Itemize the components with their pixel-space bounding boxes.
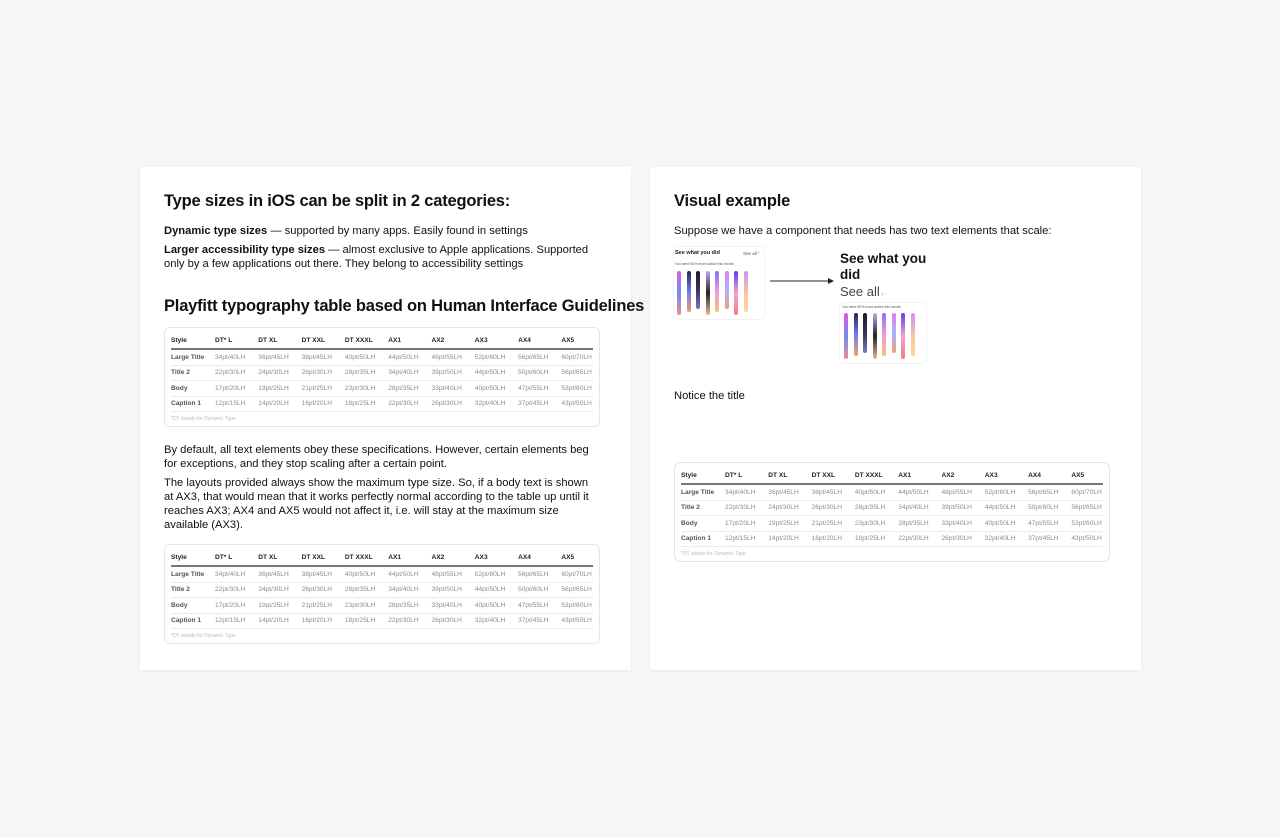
table-cell: 14pt/20LH xyxy=(768,535,799,543)
typography-table-2 xyxy=(164,544,600,644)
table-cell: 12pt/15LH xyxy=(215,617,246,625)
table-cell: 26pt/30LH xyxy=(301,586,333,594)
table-row xyxy=(171,381,593,397)
table-row xyxy=(171,567,593,583)
row-style-name: Title 2 xyxy=(171,369,190,377)
activity-bar xyxy=(854,313,858,356)
table-header-row xyxy=(171,550,593,567)
table-cell: 14pt/20LH xyxy=(258,400,289,408)
section-heading: Type sizes in iOS can be split in 2 categories: xyxy=(164,192,511,210)
table-cell: 21pt/25LH xyxy=(301,384,333,392)
table-cell: 47pt/55LH xyxy=(518,384,549,392)
table-cell: 28pt/35LH xyxy=(388,384,419,392)
row-style-name: Caption 1 xyxy=(171,617,202,625)
table-cell: 34pt/40LH xyxy=(215,353,246,361)
column-header: DT XL xyxy=(258,337,278,344)
table-cell: 14pt/20LH xyxy=(258,617,289,625)
table-row xyxy=(681,485,1103,501)
column-header: AX1 xyxy=(898,472,912,479)
table-cell: 34pt/40LH xyxy=(725,488,756,496)
column-header: AX3 xyxy=(474,554,488,561)
table-cell: 12pt/15LH xyxy=(215,400,246,408)
column-header: DT XXXL xyxy=(854,472,883,479)
column-header: DT XXL xyxy=(301,554,326,561)
table-cell: 38pt/45LH xyxy=(301,570,333,578)
table-cell: 50pt/60LH xyxy=(1028,504,1059,512)
activity-bar xyxy=(715,271,719,312)
table-cell: 60pt/70LH xyxy=(1071,488,1102,496)
table-row xyxy=(681,532,1103,548)
table-footnote: *DT stands for Dynamic Type xyxy=(171,416,236,422)
activity-bar xyxy=(725,271,729,309)
table-cell: 21pt/25LH xyxy=(811,519,843,527)
right-card xyxy=(650,167,1141,670)
column-header: Style xyxy=(681,472,697,479)
small-note: You were 50% more active this month xyxy=(675,262,734,266)
activity-bar xyxy=(744,271,748,312)
table-cell: 53pt/60LH xyxy=(1071,519,1102,527)
table-cell: 38pt/45LH xyxy=(811,488,843,496)
table-cell: 18pt/25LH xyxy=(344,400,376,408)
table-cell: 56pt/65LH xyxy=(1028,488,1059,496)
activity-bar xyxy=(863,313,867,353)
activity-bar xyxy=(911,313,915,356)
row-style-name: Caption 1 xyxy=(171,400,202,408)
column-header: DT XXXL xyxy=(344,337,373,344)
table-cell: 34pt/40LH xyxy=(388,586,419,594)
table-cell: 21pt/25LH xyxy=(301,601,333,609)
table-cell: 39pt/50LH xyxy=(431,369,462,377)
table-cell: 40pt/50LH xyxy=(474,384,506,392)
table-cell: 44pt/50LH xyxy=(984,504,1016,512)
column-header: DT XXL xyxy=(811,472,836,479)
table-cell: 19pt/25LH xyxy=(258,601,289,609)
table-cell: 22pt/30LH xyxy=(898,535,929,543)
table-cell: 56pt/65LH xyxy=(1071,504,1102,512)
accessibility-type-description: — almost exclusive to Apple applications. Supported only by a few applications out there. They belong to accessibility settings xyxy=(164,244,589,270)
table-footnote: *DT stands for Dynamic Type xyxy=(681,551,746,557)
table-cell: 23pt/30LH xyxy=(854,519,886,527)
accessibility-type-term: Larger accessibility type sizes xyxy=(164,244,326,256)
table-cell: 44pt/50LH xyxy=(388,353,419,361)
table-row xyxy=(171,350,593,366)
column-header: AX4 xyxy=(1028,472,1041,479)
activity-bar xyxy=(844,313,848,359)
table-cell: 39pt/50LH xyxy=(941,504,972,512)
table-cell: 33pt/40LH xyxy=(431,601,462,609)
table-cell: 19pt/25LH xyxy=(768,519,799,527)
row-style-name: Title 2 xyxy=(171,586,190,594)
table-heading: Playfitt typography table based on Human Interface Guidelines xyxy=(164,297,645,315)
visual-example-intro: Suppose we have a component that needs has two text elements that scale: xyxy=(674,225,1052,237)
column-header: AX2 xyxy=(941,472,955,479)
table-cell: 34pt/40LH xyxy=(388,369,419,377)
table-cell: 44pt/50LH xyxy=(474,369,506,377)
table-cell: 36pt/45LH xyxy=(258,353,289,361)
column-header: AX4 xyxy=(518,554,531,561)
table-cell: 19pt/25LH xyxy=(258,384,289,392)
table-cell: 22pt/30LH xyxy=(725,504,756,512)
table-header-row xyxy=(171,333,593,350)
table-cell: 24pt/30LH xyxy=(258,586,289,594)
activity-bar xyxy=(873,313,877,359)
visual-example-heading: Visual example xyxy=(674,192,791,210)
activity-bar xyxy=(901,313,905,359)
table-cell: 56pt/65LH xyxy=(518,570,549,578)
table-cell: 44pt/50LH xyxy=(474,586,506,594)
activity-bar xyxy=(696,271,700,309)
column-header: DT* L xyxy=(215,554,233,561)
column-header: AX1 xyxy=(388,337,402,344)
row-style-name: Body xyxy=(171,601,188,609)
activity-bar xyxy=(677,271,681,315)
typography-table-3 xyxy=(674,462,1110,562)
table-cell: 43pt/50LH xyxy=(1071,535,1102,543)
column-header: AX4 xyxy=(518,337,531,344)
row-style-name: Body xyxy=(681,519,698,527)
table-cell: 16pt/20LH xyxy=(301,400,333,408)
table-cell: 56pt/65LH xyxy=(561,586,592,594)
column-header: DT XXXL xyxy=(344,554,373,561)
table-cell: 52pt/60LH xyxy=(474,353,506,361)
column-header: AX2 xyxy=(431,554,445,561)
table-cell: 33pt/40LH xyxy=(431,384,462,392)
table-row xyxy=(171,614,593,630)
table-cell: 43pt/50LH xyxy=(561,400,592,408)
table-cell: 34pt/40LH xyxy=(215,570,246,578)
row-style-name: Large Title xyxy=(171,570,205,578)
table-cell: 24pt/30LH xyxy=(258,369,289,377)
table-cell: 39pt/50LH xyxy=(431,586,462,594)
row-style-name: Body xyxy=(171,384,188,392)
table-cell: 44pt/50LH xyxy=(898,488,929,496)
table-cell: 37pt/45LH xyxy=(518,400,549,408)
table-cell: 47pt/55LH xyxy=(1028,519,1059,527)
table-header-row xyxy=(681,468,1103,485)
table-cell: 56pt/65LH xyxy=(561,369,592,377)
table-row xyxy=(171,598,593,614)
table-cell: 28pt/35LH xyxy=(854,504,886,512)
table-cell: 47pt/55LH xyxy=(518,601,549,609)
default-behaviour-paragraph: By default, all text elements obey these specifications. However, certain elements beg for exceptions, and they stop scaling after a certain point. xyxy=(164,444,589,470)
notice-text: Notice the title xyxy=(674,390,745,402)
row-style-name: Large Title xyxy=(171,353,205,361)
table-row xyxy=(681,501,1103,517)
table-cell: 12pt/15LH xyxy=(725,535,756,543)
table-cell: 22pt/30LH xyxy=(388,400,419,408)
table-cell: 26pt/30LH xyxy=(941,535,972,543)
column-header: AX1 xyxy=(388,554,402,561)
table-cell: 40pt/50LH xyxy=(344,570,376,578)
dynamic-type-description: — supported by many apps. Easily found in settings xyxy=(267,225,528,237)
table-cell: 33pt/40LH xyxy=(941,519,972,527)
table-cell: 40pt/50LH xyxy=(854,488,886,496)
table-cell: 40pt/50LH xyxy=(474,601,506,609)
column-header: AX5 xyxy=(561,337,575,344)
table-cell: 26pt/30LH xyxy=(301,369,333,377)
table-cell: 34pt/40LH xyxy=(898,504,929,512)
activity-bar xyxy=(687,271,691,312)
large-see-all xyxy=(840,284,883,299)
small-title: See what you did xyxy=(675,250,720,256)
column-header: DT* L xyxy=(215,337,233,344)
chevron-right-icon: › xyxy=(879,292,884,298)
arrow-right-icon xyxy=(770,277,834,285)
table-cell: 17pt/20LH xyxy=(215,601,246,609)
activity-bar xyxy=(734,271,738,315)
table-cell: 56pt/65LH xyxy=(518,353,549,361)
table-cell: 37pt/45LH xyxy=(518,617,549,625)
table-cell: 23pt/30LH xyxy=(344,384,376,392)
table-cell: 60pt/70LH xyxy=(561,353,592,361)
column-header: DT XXL xyxy=(301,337,326,344)
table-cell: 52pt/60LH xyxy=(984,488,1016,496)
small-component-preview xyxy=(674,247,764,319)
table-footnote: *DT stands for Dynamic Type xyxy=(171,633,236,639)
large-title: See what you did xyxy=(840,251,927,282)
table-cell: 32pt/40LH xyxy=(984,535,1016,543)
column-header: AX5 xyxy=(1071,472,1085,479)
table-cell: 17pt/20LH xyxy=(725,519,756,527)
table-row xyxy=(681,516,1103,532)
table-cell: 16pt/20LH xyxy=(301,617,333,625)
column-header: Style xyxy=(171,554,187,561)
table-cell: 32pt/40LH xyxy=(474,400,506,408)
table-cell: 32pt/40LH xyxy=(474,617,506,625)
column-header: DT* L xyxy=(725,472,743,479)
table-cell: 28pt/35LH xyxy=(344,369,376,377)
table-cell: 24pt/30LH xyxy=(768,504,799,512)
row-style-name: Large Title xyxy=(681,488,715,496)
column-header: DT XL xyxy=(258,554,278,561)
row-style-name: Caption 1 xyxy=(681,535,712,543)
table-cell: 28pt/35LH xyxy=(344,586,376,594)
table-row xyxy=(171,397,593,413)
table-cell: 36pt/45LH xyxy=(768,488,799,496)
activity-bar xyxy=(882,313,886,356)
table-cell: 37pt/45LH xyxy=(1028,535,1059,543)
table-row xyxy=(171,583,593,599)
accessibility-type-paragraph xyxy=(164,243,604,271)
large-chart-card xyxy=(840,303,926,363)
table-cell: 26pt/30LH xyxy=(811,504,843,512)
table-cell: 48pt/55LH xyxy=(431,353,462,361)
table-cell: 18pt/25LH xyxy=(344,617,376,625)
column-header: Style xyxy=(171,337,187,344)
column-header: DT XL xyxy=(768,472,788,479)
dynamic-type-paragraph xyxy=(164,224,604,238)
column-header: AX5 xyxy=(561,554,575,561)
dynamic-type-term: Dynamic type sizes xyxy=(164,225,268,237)
table-cell: 40pt/50LH xyxy=(984,519,1016,527)
column-header: AX3 xyxy=(474,337,488,344)
table-cell: 60pt/70LH xyxy=(561,570,592,578)
table-cell: 53pt/60LH xyxy=(561,384,592,392)
typography-table-1 xyxy=(164,327,600,427)
maximum-size-paragraph: The layouts provided always show the maximum type size. So, if a body text is shown at AX3, that would mean that it works perfectly normal according to the table up until it reaches AX3; AX4 and AX5 would not affect it, i.e. will stay at the maximum size available (AX3). xyxy=(164,477,589,531)
table-cell: 38pt/45LH xyxy=(301,353,333,361)
table-cell: 22pt/30LH xyxy=(215,586,246,594)
table-cell: 16pt/20LH xyxy=(811,535,843,543)
table-cell: 22pt/30LH xyxy=(215,369,246,377)
table-cell: 28pt/35LH xyxy=(388,601,419,609)
table-cell: 52pt/60LH xyxy=(474,570,506,578)
table-cell: 17pt/20LH xyxy=(215,384,246,392)
table-cell: 44pt/50LH xyxy=(388,570,419,578)
table-cell: 43pt/50LH xyxy=(561,617,592,625)
table-cell: 36pt/45LH xyxy=(258,570,289,578)
row-style-name: Title 2 xyxy=(681,504,700,512)
table-cell: 23pt/30LH xyxy=(344,601,376,609)
table-cell: 22pt/30LH xyxy=(388,617,419,625)
table-cell: 40pt/50LH xyxy=(344,353,376,361)
large-note: You were 50% more active this month xyxy=(842,305,901,309)
table-cell: 26pt/30LH xyxy=(431,400,462,408)
table-cell: 28pt/35LH xyxy=(898,519,929,527)
column-header: AX2 xyxy=(431,337,445,344)
activity-bar xyxy=(706,271,710,315)
table-cell: 48pt/55LH xyxy=(941,488,972,496)
chevron-right-icon: › xyxy=(758,250,760,256)
column-header: AX3 xyxy=(984,472,998,479)
table-cell: 48pt/55LH xyxy=(431,570,462,578)
table-row xyxy=(171,366,593,382)
activity-bar xyxy=(892,313,896,353)
table-cell: 18pt/25LH xyxy=(854,535,886,543)
left-card xyxy=(140,167,645,670)
table-cell: 26pt/30LH xyxy=(431,617,462,625)
table-cell: 53pt/60LH xyxy=(561,601,592,609)
table-cell: 50pt/60LH xyxy=(518,369,549,377)
table-cell: 50pt/60LH xyxy=(518,586,549,594)
large-component-preview xyxy=(840,251,930,363)
large-see-all-label: See all xyxy=(840,284,880,299)
small-see-all: See all xyxy=(743,251,757,256)
